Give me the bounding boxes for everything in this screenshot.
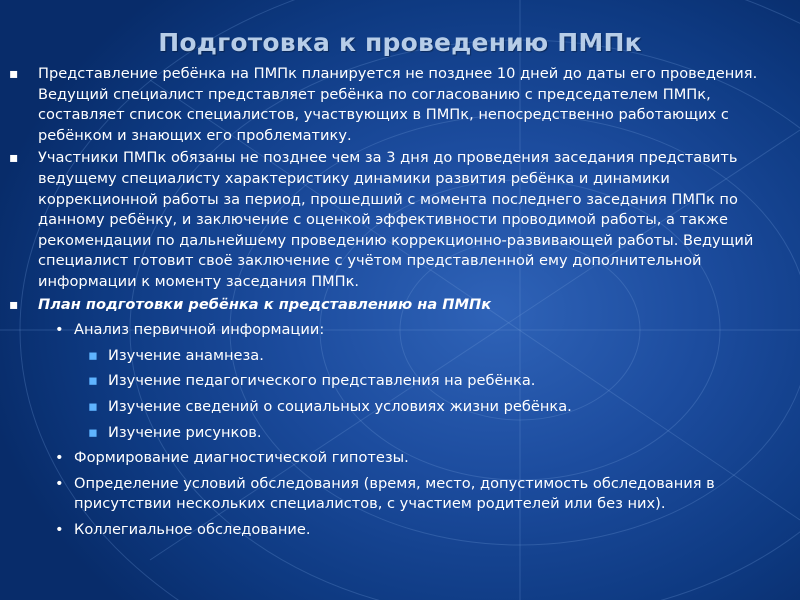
- sub-sub-bullet-item: [0, 371, 790, 392]
- plan-heading: План подготовки ребёнка к представлению на ПМПк: [38, 295, 492, 313]
- bullet-marker-icon: ▪: [9, 66, 19, 82]
- bullet-item: [0, 64, 790, 146]
- sub-sub-bullet-item: [0, 346, 790, 367]
- triangle-bullet-icon: ▪: [88, 346, 98, 364]
- analysis-text: Анализ первичной информации:: [74, 321, 325, 339]
- sub-bullet-item: [0, 448, 790, 469]
- slide-title: Подготовка к проведению ПМПк: [158, 28, 642, 57]
- sub-bullet-dot-icon: •: [55, 520, 64, 538]
- conditions-text: Определение условий обследования (время, место, допустимость обследования в присутствии нескольких специалистов, с участием родителей или без них).: [74, 474, 715, 513]
- analysis-item-text: Изучение анамнеза.: [108, 346, 264, 364]
- sub-bullet-item: [0, 520, 790, 541]
- triangle-bullet-icon: ▪: [88, 423, 98, 441]
- bullet-item: [0, 148, 790, 292]
- bullet-marker-icon: ▪: [9, 296, 19, 313]
- sub-bullet-dot-icon: •: [55, 321, 64, 339]
- triangle-bullet-icon: ▪: [88, 372, 98, 390]
- sub-sub-bullet-item: [0, 423, 790, 444]
- sub-bullet-dot-icon: •: [55, 474, 64, 492]
- hypothesis-text: Формирование диагностической гипотезы.: [74, 449, 409, 467]
- triangle-bullet-icon: ▪: [88, 397, 98, 415]
- sub-bullet-item: [0, 474, 790, 515]
- sub-bullet-dot-icon: •: [55, 449, 64, 467]
- bullet-marker-icon: ▪: [9, 150, 19, 167]
- slide-content: [0, 64, 790, 541]
- sub-sub-bullet-item: [0, 397, 790, 418]
- analysis-item-text: Изучение сведений о социальных условиях жизни ребёнка.: [108, 397, 572, 415]
- analysis-item-text: Изучение педагогического представления на ребёнка.: [108, 372, 536, 390]
- bullet-text: Представление ребёнка на ПМПк планируется не позднее 10 дней до даты его проведения. Ведущий специалист представляет ребёнка по согласованию с председателем ПМПк, составляет список специалистов, участвующих в ПМПк, непосредственно работающих с ребёнком и знающих его проблематику.: [38, 65, 758, 144]
- plan-heading-item: [0, 295, 790, 316]
- sub-bullet-item: [0, 320, 790, 341]
- analysis-item-text: Изучение рисунков.: [108, 423, 262, 441]
- bullet-text: Участники ПМПк обязаны не позднее чем за 3 дня до проведения заседания представить ведущему специалисту характеристику динамики развития ребёнка и динамики коррекционной работы за период, прошедший с момента последнего заседания ПМПк по данному ребёнку, и заключение с оценкой эффективности проводимой работы, а также рекомендации по дальнейшему проведению коррекционно-развивающей работы. Ведущий специалист готовит своё заключение с учётом представленной ему дополнительной информации к моменту заседания ПМПк.: [38, 149, 754, 290]
- collegial-text: Коллегиальное обследование.: [74, 520, 311, 538]
